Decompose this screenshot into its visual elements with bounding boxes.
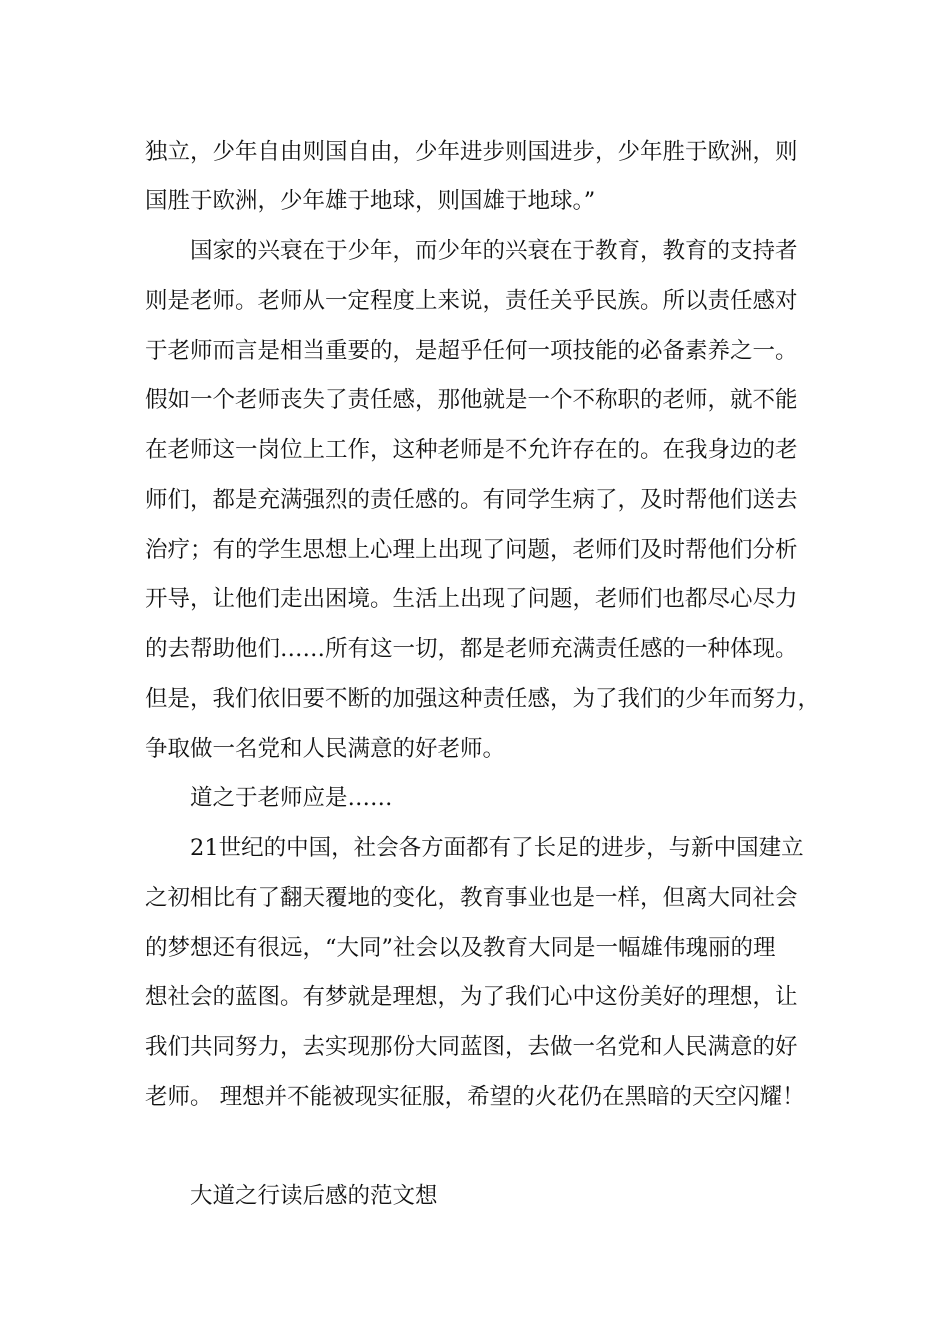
text-line: 的去帮助他们……所有这一切，都是老师充满责任感的一种体现。 bbox=[145, 636, 798, 662]
text-line: 的梦想还有很远，“大同”社会以及教育大同是一幅雄伟瑰丽的理 bbox=[145, 935, 776, 961]
article-title: 大道之行读后感的范文想 bbox=[190, 1183, 438, 1209]
text-line: 开导，让他们走出困境。生活上出现了问题，老师们也都尽心尽力 bbox=[145, 586, 798, 612]
text-line: 假如一个老师丧失了责任感，那他就是一个不称职的老师，就不能 bbox=[145, 387, 798, 413]
paragraph-start-line: 21世纪的中国，社会各方面都有了长足的进步，与新中国建立 bbox=[190, 835, 804, 861]
text-line: 我们共同努力，去实现那份大同蓝图，去做一名党和人民满意的好 bbox=[145, 1034, 798, 1060]
paragraph-start-line: 国家的兴衰在于少年，而少年的兴衰在于教育，教育的支持者 bbox=[190, 238, 798, 264]
text-line: 在老师这一岗位上工作，这种老师是不允许存在的。在我身边的老 bbox=[145, 437, 798, 463]
text-line: 但是，我们依旧要不断的加强这种责任感，为了我们的少年而努力， bbox=[145, 686, 821, 712]
text-line: 想社会的蓝图。有梦就是理想，为了我们心中这份美好的理想，让 bbox=[145, 984, 798, 1010]
text-line: 之初相比有了翻天覆地的变化，教育事业也是一样，但离大同社会 bbox=[145, 885, 798, 911]
text-line: 独立，少年自由则国自由，少年进步则国进步，少年胜于欧洲，则 bbox=[145, 139, 798, 165]
text-line: 国胜于欧洲，少年雄于地球，则国雄于地球。” bbox=[145, 188, 596, 214]
section-heading: 道之于老师应是…… bbox=[190, 785, 393, 811]
text-line: 于老师而言是相当重要的，是超乎任何一项技能的必备素养之一。 bbox=[145, 338, 798, 364]
text-line: 则是老师。老师从一定程度上来说，责任关乎民族。所以责任感对 bbox=[145, 288, 798, 314]
text-line: 老师。 理想并不能被现实征服，希望的火花仍在黑暗的天空闪耀！ bbox=[145, 1084, 805, 1110]
text-line: 师们，都是充满强烈的责任感的。有同学生病了，及时帮他们送去 bbox=[145, 487, 798, 513]
text-line: 治疗；有的学生思想上心理上出现了问题，老师们及时帮他们分析 bbox=[145, 537, 798, 563]
text-line: 争取做一名党和人民满意的好老师。 bbox=[145, 736, 506, 762]
